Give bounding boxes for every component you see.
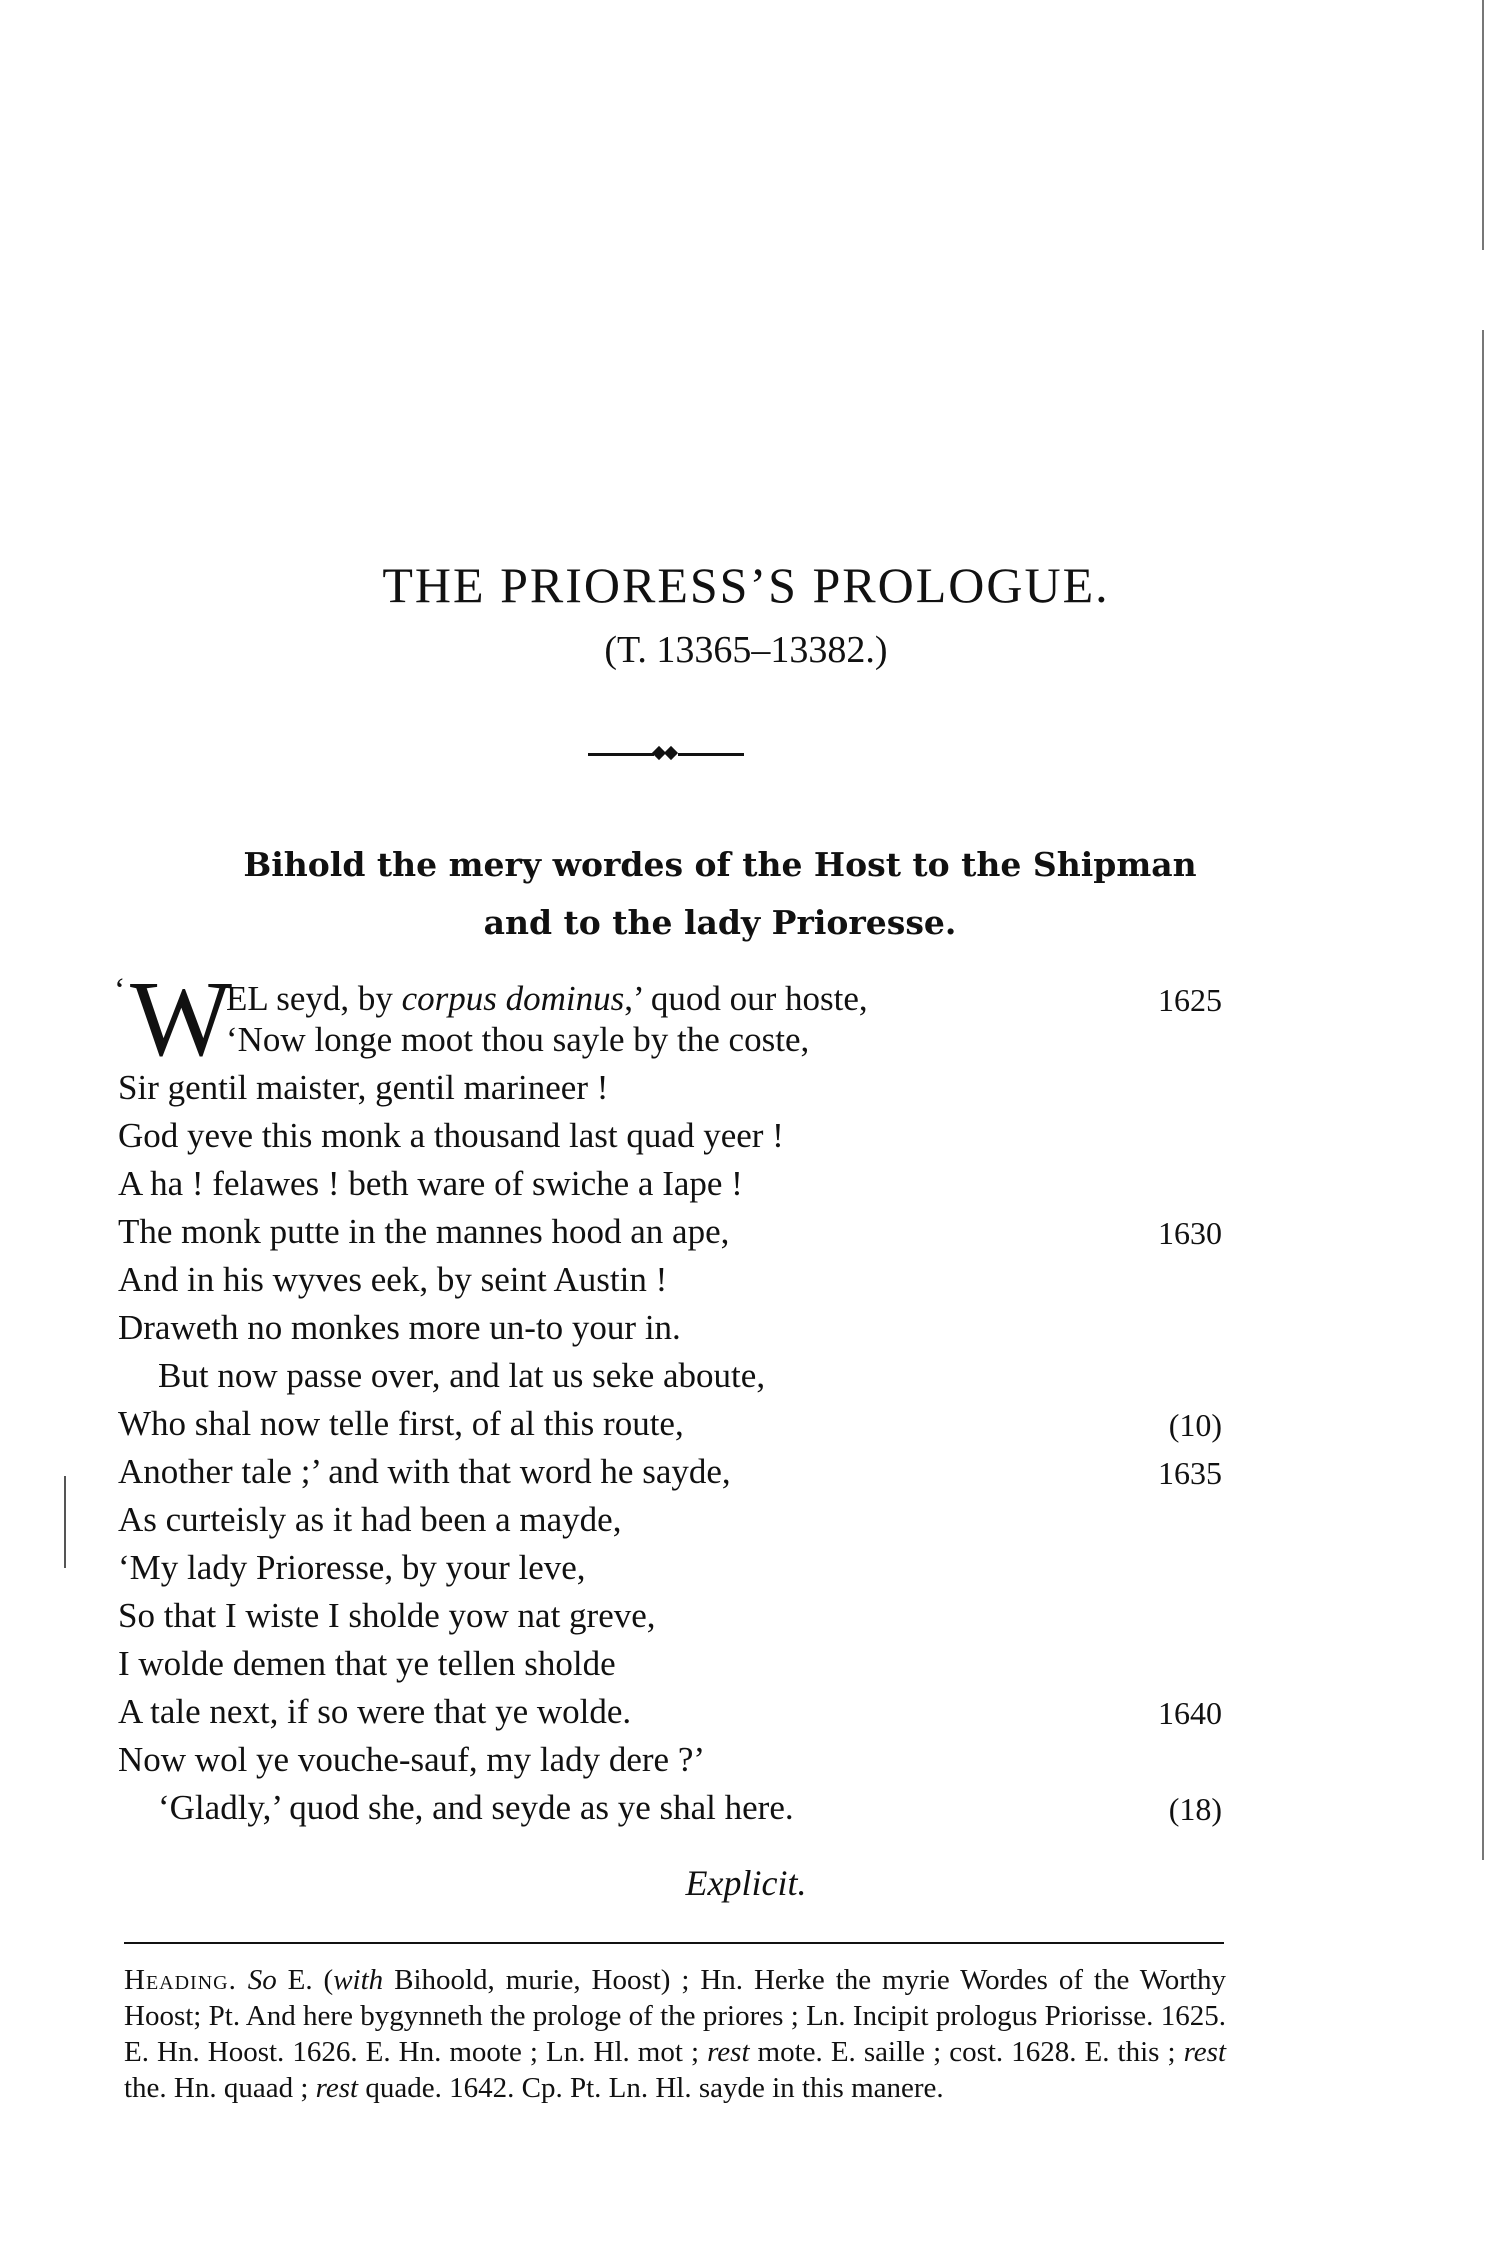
explicit-label: Explicit. xyxy=(685,1863,807,1903)
margin-mark xyxy=(64,1476,66,1568)
verse-line: Now wol ye vouche-sauf, my lady dere ?’ xyxy=(118,1740,706,1779)
page-edge-line-top xyxy=(1482,0,1484,250)
verse-line: As curteisly as it had been a mayde, xyxy=(118,1500,622,1539)
footnotes: Heading. So E. (with Bihoold, murie, Hoost) ; Hn. Herke the myrie Wordes of the Worthy Hoost; Pt. And here bygynneth the prologe of the priores ; Ln. Incipit prologus Priorisse. 1625. E. Hn. Hoost. 1626. E. Hn. moote ; Ln. Hl. mot ; rest mote. E. saille ; cost. 1628. E. this ; rest the. Hn. quaad ; rest quade. 1642. Cp. Pt. Ln. Hl. sayde in this manere. xyxy=(124,1964,1227,2104)
line-range: (T. 13365–13382.) xyxy=(604,629,888,671)
verse-line: And in his wyves eek, by seint Austin ! xyxy=(118,1260,668,1299)
verse-line: God yeve this monk a thousand last quad yeer ! xyxy=(118,1116,784,1155)
verse-number: 1625 xyxy=(1158,982,1222,1018)
verse-line: EL seyd, by corpus dominus,’ quod our hoste, xyxy=(226,979,868,1018)
verse-line: Another tale ;’ and with that word he sayde, xyxy=(118,1452,731,1491)
verse-line: A ha ! felawes ! beth ware of swiche a Iape ! xyxy=(118,1164,743,1203)
verse-line: ‘My lady Prioresse, by your leve, xyxy=(118,1548,586,1587)
verse-number: 1640 xyxy=(1158,1695,1222,1731)
verse-number: (18) xyxy=(1168,1791,1222,1827)
drop-cap: W xyxy=(130,960,232,1079)
verse-number: (10) xyxy=(1168,1407,1222,1443)
verse-line: ‘Gladly,’ quod she, and seyde as ye shal here. xyxy=(158,1788,794,1827)
opening-quote: ‘ xyxy=(114,972,126,1009)
verse-line: A tale next, if so were that ye wolde. xyxy=(118,1692,632,1731)
verse-line: So that I wiste I sholde yow nat greve, xyxy=(118,1596,656,1635)
verse-line: But now passe over, and lat us seke aboute, xyxy=(158,1356,766,1395)
page-title: THE PRIORESS’S PROLOGUE. xyxy=(382,557,1110,613)
verse-line: ‘Now longe moot thou sayle by the coste, xyxy=(226,1020,810,1059)
verse-line: The monk putte in the mannes hood an ape, xyxy=(118,1212,730,1251)
verse-line: Draweth no monkes more un-to your in. xyxy=(118,1308,681,1347)
ornament-divider xyxy=(588,746,744,762)
verse-line: Sir gentil maister, gentil marineer ! xyxy=(118,1068,609,1107)
verse-line: I wolde demen that ye tellen sholde xyxy=(118,1644,616,1683)
verse-line: Who shal now telle first, of al this route, xyxy=(118,1404,684,1443)
verse-number: 1635 xyxy=(1158,1455,1222,1491)
heading-line-1: Bihold the mery wordes of the Host to the Shipman xyxy=(243,845,1197,884)
footnote-heading-label: Heading. xyxy=(124,1964,237,1996)
footnote-rule xyxy=(124,1942,1224,1944)
verse-number: 1630 xyxy=(1158,1215,1222,1251)
heading-line-2: and to the lady Prioresse. xyxy=(483,903,957,942)
section-heading xyxy=(100,836,1340,952)
